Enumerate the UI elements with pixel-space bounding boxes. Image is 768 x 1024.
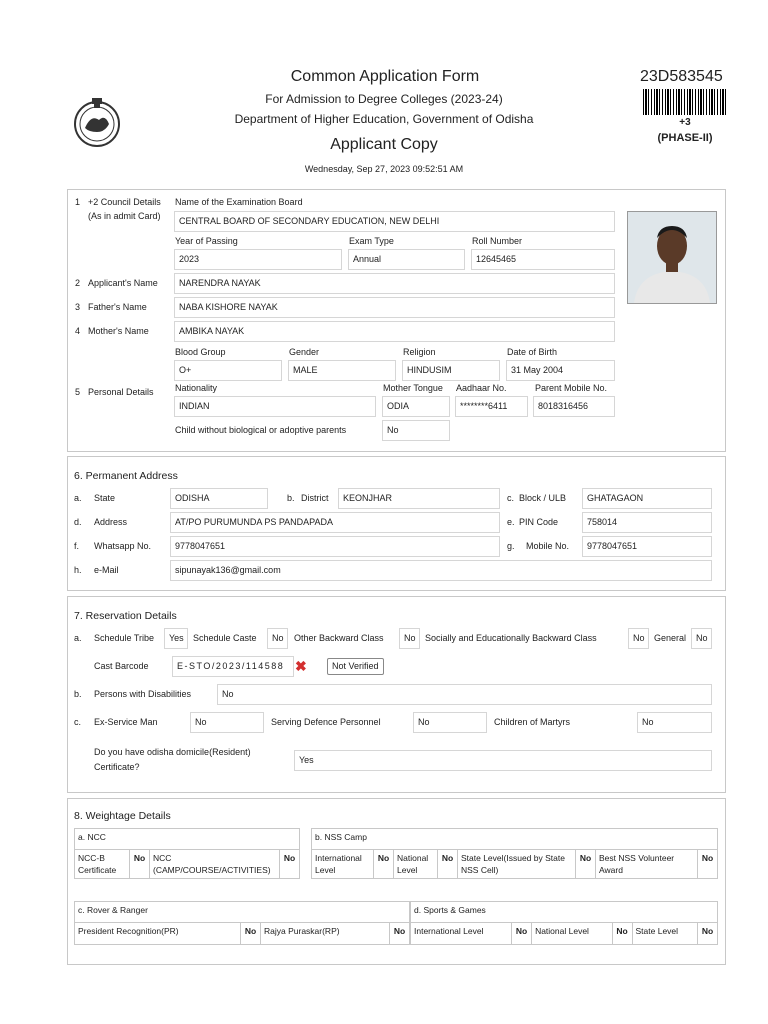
- year-label: Year of Passing: [175, 236, 238, 246]
- aadhaar-field: ********6411: [455, 396, 528, 417]
- com-field: No: [637, 712, 712, 733]
- address-field: AT/PO PURUMUNDA PS PANDAPADA: [170, 512, 500, 533]
- mobile-label: Mobile No.: [526, 541, 570, 551]
- obc-field: No: [399, 628, 420, 649]
- ncc-b-label: NCC-B Certificate: [75, 850, 130, 879]
- nss-best-value: No: [698, 850, 718, 879]
- rover-table: [74, 901, 410, 945]
- item-letter: b.: [287, 493, 295, 503]
- sc-label: Schedule Caste: [193, 633, 257, 643]
- council-sub-label: (As in admit Card): [88, 211, 161, 221]
- dob-field: 31 May 2004: [506, 360, 615, 381]
- father-field: NABA KISHORE NAYAK: [174, 297, 615, 318]
- district-field: KEONJHAR: [338, 488, 500, 509]
- board-label: Name of the Examination Board: [175, 197, 303, 207]
- district-label: District: [301, 493, 329, 503]
- nationality-field: INDIAN: [174, 396, 376, 417]
- exs-label: Ex-Service Man: [94, 717, 158, 727]
- council-label: +2 Council Details: [88, 197, 161, 207]
- ncc-camp-label: NCC (CAMP/COURSE/ACTIVITIES): [150, 850, 280, 879]
- tongue-label: Mother Tongue: [383, 383, 443, 393]
- com-label: Children of Martyrs: [494, 717, 571, 727]
- pwd-label: Persons with Disabilities: [94, 689, 192, 699]
- applicant-photo: [627, 211, 717, 304]
- aadhaar-label: Aadhaar No.: [456, 383, 507, 393]
- pwd-field: No: [217, 684, 712, 705]
- tongue-field: ODIA: [382, 396, 450, 417]
- ncc-b-value: No: [130, 850, 150, 879]
- sports-title: d. Sports & Games: [411, 902, 718, 923]
- mother-field: AMBIKA NAYAK: [174, 321, 615, 342]
- form-title: Common Application Form: [290, 68, 480, 85]
- nationality-label: Nationality: [175, 383, 218, 393]
- item-no: 4: [75, 326, 81, 336]
- sp-nat-label: National Level: [532, 923, 612, 945]
- nss-state-value: No: [576, 850, 596, 879]
- ncc-table: [74, 828, 300, 879]
- course-level: +3: [679, 117, 691, 128]
- weightage-title: 8. Weightage Details: [74, 810, 171, 822]
- board-field: CENTRAL BOARD OF SECONDARY EDUCATION, NEW DELHI: [174, 211, 615, 232]
- state-label: State: [94, 493, 116, 503]
- mobile-field: 9778047651: [582, 536, 712, 557]
- whatsapp-label: Whatsapp No.: [94, 541, 152, 551]
- item-no: 2: [75, 278, 81, 288]
- pr-label: President Recognition(PR): [75, 923, 241, 945]
- nss-state-label: State Level(Issued by State NSS Cell): [458, 850, 576, 879]
- general-label: General: [654, 633, 687, 643]
- nss-int-value: No: [374, 850, 394, 879]
- orphan-label: Child without biological or adoptive parents: [175, 425, 347, 435]
- block-field: GHATAGAON: [582, 488, 712, 509]
- item-letter: d.: [74, 517, 82, 527]
- department: Department of Higher Education, Government of Odisha: [234, 112, 534, 126]
- religion-label: Religion: [403, 347, 436, 357]
- email-field: sipunayak136@gmail.com: [170, 560, 712, 581]
- rp-label: Rajya Puraskar(RP): [261, 923, 390, 945]
- item-letter: h.: [74, 565, 82, 575]
- exam-type-label: Exam Type: [349, 236, 394, 246]
- nss-nat-value: No: [438, 850, 458, 879]
- block-label: Block / ULB: [519, 493, 567, 503]
- sp-nat-value: No: [612, 923, 632, 945]
- sp-state-value: No: [698, 923, 718, 945]
- religion-field: HINDUSIM: [402, 360, 500, 381]
- domicile-field: Yes: [294, 750, 712, 771]
- item-letter: b.: [74, 689, 82, 699]
- print-datetime: Wednesday, Sep 27, 2023 09:52:51 AM: [304, 164, 464, 174]
- ncc-title: a. NCC: [75, 829, 300, 850]
- blood-label: Blood Group: [175, 347, 226, 357]
- item-letter: c.: [74, 717, 82, 727]
- sp-state-label: State Level: [632, 923, 697, 945]
- state-field: ODISHA: [170, 488, 268, 509]
- year-field: 2023: [174, 249, 342, 270]
- sdp-label: Serving Defence Personnel: [271, 717, 381, 727]
- general-field: No: [691, 628, 712, 649]
- gender-field: MALE: [288, 360, 396, 381]
- application-id: 23D583545: [640, 68, 723, 85]
- sc-field: No: [267, 628, 288, 649]
- address-label: Address: [94, 517, 128, 527]
- verify-status-badge: Not Verified: [327, 658, 384, 675]
- reservation-title: 7. Reservation Details: [74, 610, 177, 622]
- nss-int-label: International Level: [312, 850, 374, 879]
- cross-icon: ✖: [295, 658, 307, 674]
- nss-title: b. NSS Camp: [312, 829, 718, 850]
- nss-table: [311, 828, 718, 879]
- pin-label: PIN Code: [519, 517, 559, 527]
- application-barcode: [643, 89, 727, 115]
- item-no: 3: [75, 302, 81, 312]
- exs-field: No: [190, 712, 264, 733]
- item-letter: g.: [507, 541, 515, 551]
- roll-field: 12645465: [471, 249, 615, 270]
- parent-mobile-label: Parent Mobile No.: [535, 383, 608, 393]
- personal-label: Personal Details: [88, 387, 154, 397]
- phase: (PHASE-II): [657, 132, 713, 144]
- rp-value: No: [390, 923, 410, 945]
- sebc-label: Socially and Educationally Backward Class: [425, 633, 597, 643]
- item-letter: a.: [74, 493, 82, 503]
- dob-label: Date of Birth: [507, 347, 558, 357]
- whatsapp-field: 9778047651: [170, 536, 500, 557]
- applicant-field: NARENDRA NAYAK: [174, 273, 615, 294]
- item-letter: e.: [507, 517, 515, 527]
- address-title: 6. Permanent Address: [74, 470, 178, 482]
- sp-int-value: No: [512, 923, 532, 945]
- blood-field: O+: [174, 360, 282, 381]
- email-label: e-Mail: [94, 565, 119, 575]
- roll-label: Roll Number: [472, 236, 523, 246]
- orphan-field: No: [382, 420, 450, 441]
- copy-type: Applicant Copy: [330, 136, 438, 153]
- gender-label: Gender: [289, 347, 320, 357]
- applicant-label: Applicant's Name: [88, 278, 158, 288]
- item-letter: f.: [74, 541, 80, 551]
- sp-int-label: International Level: [411, 923, 512, 945]
- ncc-camp-value: No: [280, 850, 300, 879]
- item-letter: c.: [507, 493, 515, 503]
- father-label: Father's Name: [88, 302, 147, 312]
- st-field: Yes: [164, 628, 188, 649]
- item-letter: a.: [74, 633, 82, 643]
- nss-best-label: Best NSS Volunteer Award: [596, 850, 698, 879]
- sebc-field: No: [628, 628, 649, 649]
- rover-title: c. Rover & Ranger: [75, 902, 410, 923]
- pr-value: No: [241, 923, 261, 945]
- obc-label: Other Backward Class: [294, 633, 384, 643]
- mother-label: Mother's Name: [88, 326, 149, 336]
- nss-nat-label: National Level: [394, 850, 438, 879]
- item-no: 1: [75, 197, 81, 207]
- parent-mobile-field: 8018316456: [533, 396, 615, 417]
- cast-barcode-label: Cast Barcode: [94, 661, 149, 671]
- sdp-field: No: [413, 712, 487, 733]
- sports-table: [410, 901, 718, 945]
- domicile-label: Do you have odisha domicile(Resident): [94, 747, 251, 757]
- st-label: Schedule Tribe: [94, 633, 155, 643]
- item-no: 5: [75, 387, 81, 397]
- form-subtitle: For Admission to Degree Colleges (2023-24): [265, 92, 503, 106]
- cast-barcode-field: E-STO/2023/114588: [172, 656, 294, 677]
- exam-type-field: Annual: [348, 249, 465, 270]
- pin-field: 758014: [582, 512, 712, 533]
- domicile-label-2: Certificate?: [94, 762, 140, 772]
